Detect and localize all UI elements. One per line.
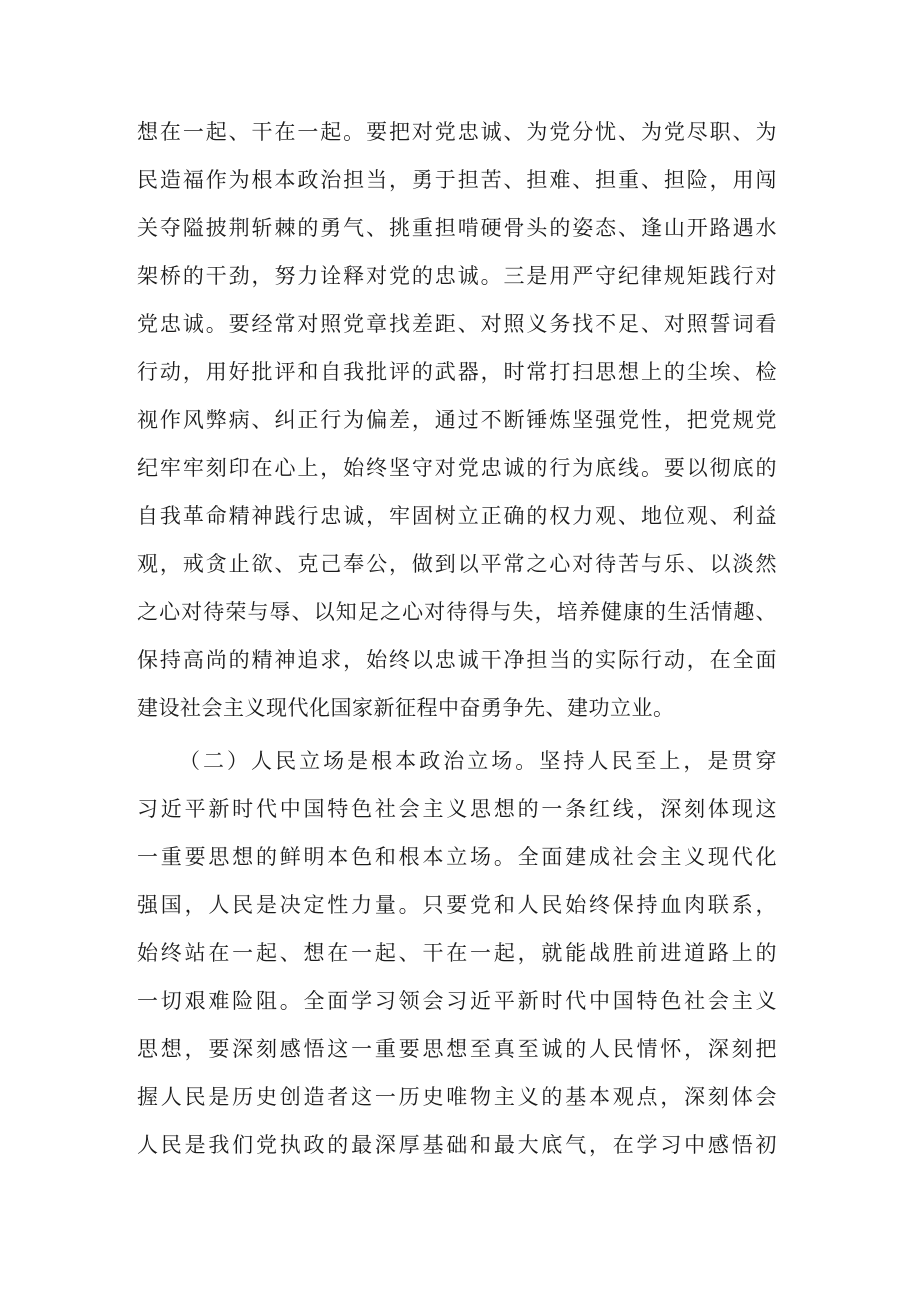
text-line-indented: （二）人民立场是根本政治立场。坚持人民至上，是贯穿 xyxy=(179,749,777,773)
text-line: 一切艰难险阻。全面学习领会习近平新时代中国特色社会主义 xyxy=(137,989,777,1013)
text-line: 习近平新时代中国特色社会主义思想的一条红线，深刻体现这 xyxy=(137,797,777,821)
text-line: 握人民是历史创造者这一历史唯物主义的基本观点，深刻体会 xyxy=(137,1085,777,1109)
paragraph-party-loyalty xyxy=(137,108,777,732)
text-line: 之心对待荣与辱、以知足之心对待得与失，培养健康的生活情趣、 xyxy=(137,600,777,624)
text-line: 自我革命精神践行忠诚，牢固树立正确的权力观、地位观、利益 xyxy=(137,504,777,528)
text-line: 保持高尚的精神追求，始终以忠诚干净担当的实际行动，在全面 xyxy=(137,648,777,672)
text-line: 思想，要深刻感悟这一重要思想至真至诚的人民情怀，深刻把 xyxy=(137,1037,777,1061)
text-line: 观，戒贪止欲、克己奉公，做到以平常之心对待苦与乐、以淡然 xyxy=(137,552,777,576)
text-line: 人民是我们党执政的最深厚基础和最大底气，在学习中感悟初 xyxy=(137,1133,777,1157)
text-line: 行动，用好批评和自我批评的武器，时常打扫思想上的尘埃、检 xyxy=(137,360,777,384)
text-line: 建设社会主义现代化国家新征程中奋勇争先、建功立业。 xyxy=(137,696,675,720)
text-line: 关夺隘披荆斩棘的勇气、挑重担啃硬骨头的姿态、逢山开路遇水 xyxy=(137,216,777,240)
text-line: 始终站在一起、想在一起、干在一起，就能战胜前进道路上的 xyxy=(137,941,777,965)
text-line: 想在一起、干在一起。要把对党忠诚、为党分忧、为党尽职、为 xyxy=(137,120,777,144)
text-line: 一重要思想的鲜明本色和根本立场。全面建成社会主义现代化 xyxy=(137,845,777,869)
text-line: 党忠诚。要经常对照党章找差距、对照义务找不足、对照誓词看 xyxy=(137,312,777,336)
text-line: 强国，人民是决定性力量。只要党和人民始终保持血肉联系， xyxy=(137,893,777,917)
text-line: 架桥的干劲，努力诠释对党的忠诚。三是用严守纪律规矩践行对 xyxy=(137,264,777,288)
text-line: 视作风弊病、纠正行为偏差，通过不断锤炼坚强党性，把党规党 xyxy=(137,408,777,432)
text-line: 纪牢牢刻印在心上，始终坚守对党忠诚的行为底线。要以彻底的 xyxy=(137,456,777,480)
text-line: 民造福作为根本政治担当，勇于担苦、担难、担重、担险，用闯 xyxy=(137,168,777,192)
paragraph-people-stance xyxy=(137,737,777,1169)
